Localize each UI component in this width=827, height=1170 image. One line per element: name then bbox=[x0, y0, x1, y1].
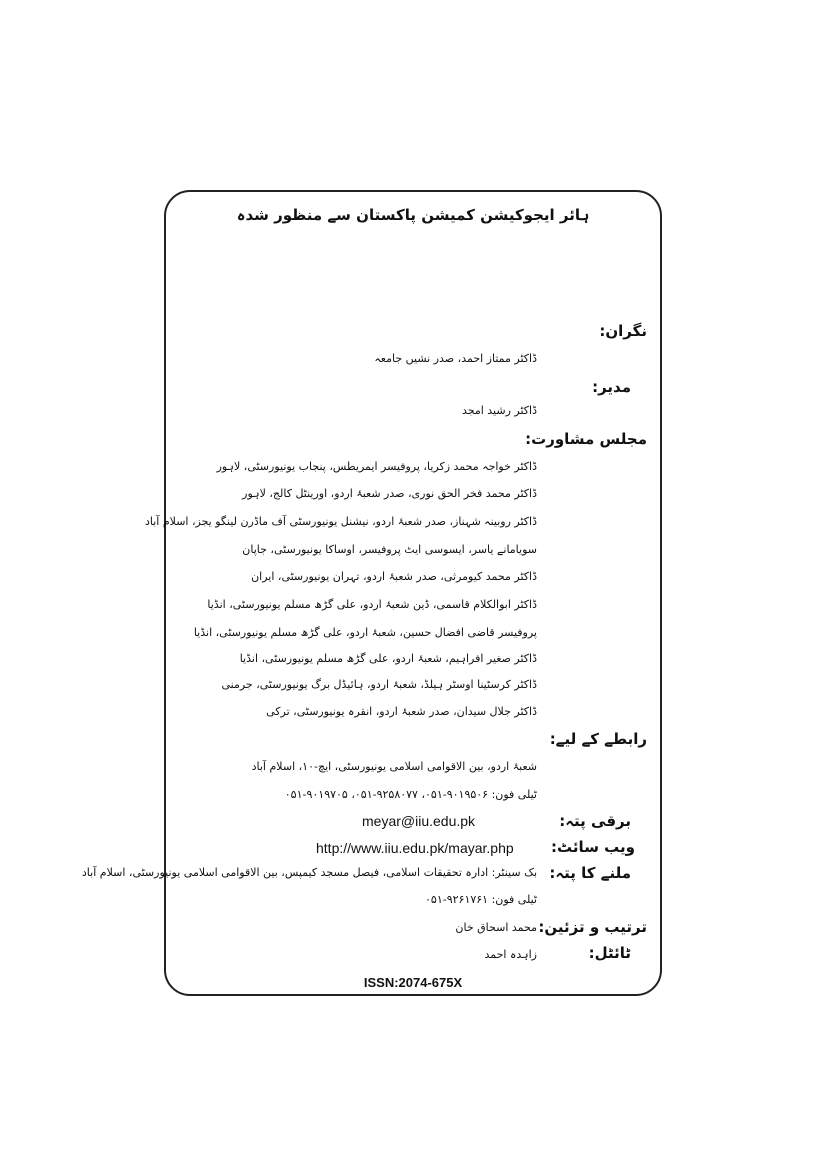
label-email: برقی پتہ: bbox=[559, 812, 631, 830]
website-link[interactable]: http://www.iiu.edu.pk/mayar.php bbox=[316, 840, 514, 856]
value-tarteeb: محمد اسحاق خان bbox=[455, 921, 537, 934]
value-nigran: ڈاکٹر ممتاز احمد، صدر نشیں جامعہ bbox=[374, 352, 537, 365]
label-website: ویب سائٹ: bbox=[551, 838, 635, 856]
label-rabta: رابطے کے لیے: bbox=[549, 730, 647, 748]
label-mudeer: مدیر: bbox=[592, 378, 631, 396]
label-milne: ملنے کا پتہ: bbox=[549, 864, 631, 882]
value-title-design: زاہدہ احمد bbox=[484, 948, 537, 961]
label-tarteeb: ترتیب و تزئین: bbox=[538, 918, 647, 936]
majlis-member: ڈاکٹر خواجہ محمد زکریا، پروفیسر ایمریطس، پنجاب یونیورسٹی، لاہور bbox=[216, 460, 537, 473]
label-nigran: نگران: bbox=[599, 322, 647, 340]
rabta-address: شعبۂ اردو، بین الاقوامی اسلامی یونیورسٹی، ایچ-۱۰، اسلام آباد bbox=[251, 760, 537, 773]
milne-address: بک سینٹر: ادارہ تحقیقات اسلامی، فیصل مسجد کیمپس، بین الاقوامی اسلامی یونیورسٹی، اسلام آباد bbox=[81, 866, 537, 879]
label-majlis: مجلس مشاورت: bbox=[525, 430, 647, 448]
majlis-member: سویامانے یاسر، ایسوسی ایٹ پروفیسر، اوساکا یونیورسٹی، جاپان bbox=[242, 543, 537, 556]
label-title-design: ٹائٹل: bbox=[588, 944, 631, 962]
majlis-member: ڈاکٹر کرسٹینا اوسٹر ہیلڈ، شعبۂ اردو، ہائیڈل برگ یونیورسٹی، جرمنی bbox=[221, 678, 537, 691]
email-link[interactable]: meyar@iiu.edu.pk bbox=[362, 813, 476, 829]
milne-phone: ٹیلی فون: ۹۲۶۱۷۶۱-۰۵۱ bbox=[425, 893, 537, 906]
majlis-member: ڈاکٹر جلال سیدان، صدر شعبۂ اردو، انقرہ یونیورسٹی، ترکی bbox=[266, 705, 537, 718]
majlis-member: ڈاکٹر روبینہ شہناز، صدر شعبۂ اردو، نیشنل یونیورسٹی آف ماڈرن لینگو یجز، اسلام آباد bbox=[144, 515, 537, 528]
page-title: ہائر ایجوکیشن کمیشن پاکستان سے منظور شدہ bbox=[236, 206, 590, 224]
rabta-phone: ٹیلی فون: ۹۰۱۹۵۰۶-۰۵۱، ۹۲۵۸۰۷۷-۰۵۱، ۹۰۱۹۷۰۵-۰۵۱ bbox=[284, 788, 537, 801]
issn-number: ISSN:2074-675X bbox=[363, 975, 463, 990]
value-mudeer: ڈاکٹر رشید امجد bbox=[461, 404, 537, 417]
majlis-member: ڈاکٹر محمد کیومرثی، صدر شعبۂ اردو، تہران یونیورسٹی، ایران bbox=[251, 570, 537, 583]
majlis-member: ڈاکٹر محمد فخر الحق نوری، صدر شعبۂ اردو، اورینٹل کالج، لاہور bbox=[242, 487, 537, 500]
majlis-member: ڈاکٹر ابوالکلام قاسمی، ڈین شعبۂ اردو، علی گڑھ مسلم یونیورسٹی، انڈیا bbox=[207, 598, 537, 611]
majlis-member: پروفیسر قاضی افضال حسین، شعبۂ اردو، علی گڑھ مسلم یونیورسٹی، انڈیا bbox=[193, 626, 537, 639]
majlis-member: ڈاکٹر صغیر افراہیم، شعبۂ اردو، علی گڑھ مسلم یونیورسٹی، انڈیا bbox=[239, 652, 537, 665]
